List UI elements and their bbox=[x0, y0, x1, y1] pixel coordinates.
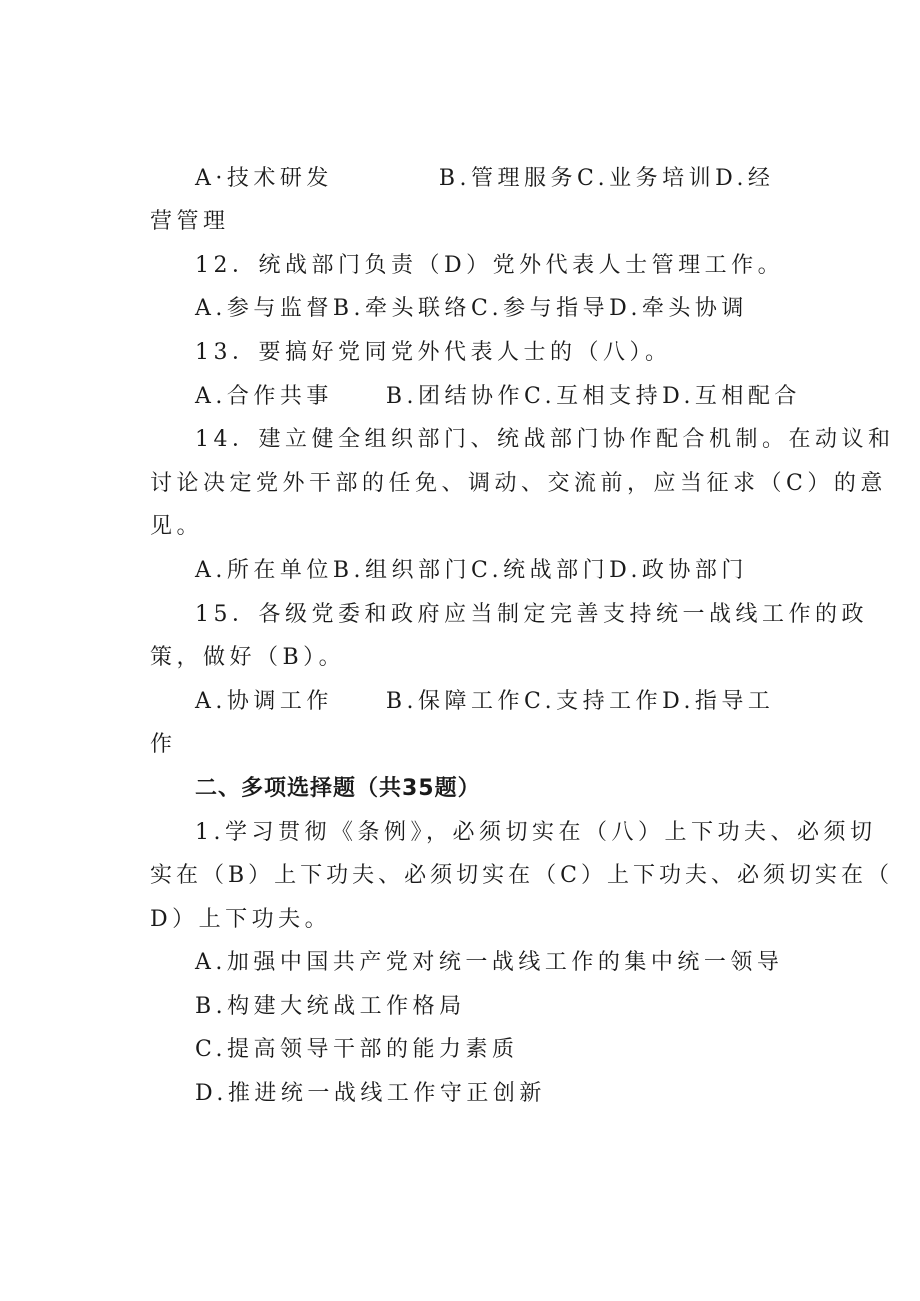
mq1-option-c: C.提高领导干部的能力素质 bbox=[195, 1037, 519, 1062]
mq1-question-line2: 实在（B）上下功夫、必须切实在（C）上下功夫、必须切实在（ bbox=[150, 863, 894, 888]
q15-options-line1: A.协调工作 B.保障工作C.支持工作D.指导工 bbox=[195, 689, 775, 714]
q11-options-line1: A·技术研发 B.管理服务C.业务培训D.经 bbox=[195, 166, 775, 191]
q12-options: A.参与监督B.牵头联络C.参与指导D.牵头协调 bbox=[195, 296, 748, 321]
section-heading-multiple-choice: 二、多项选择题（共35题） bbox=[195, 776, 481, 801]
q13-question: 13．要搞好党同党外代表人士的（八）。 bbox=[195, 340, 672, 365]
q14-options: A.所在单位B.组织部门C.统战部门D.政协部门 bbox=[195, 558, 748, 583]
q11-options-line2: 营管理 bbox=[150, 209, 230, 234]
mq1-option-d: D.推进统一战线工作守正创新 bbox=[195, 1081, 546, 1106]
q15-question-line1: 15．各级党委和政府应当制定完善支持统一战线工作的政 bbox=[195, 602, 868, 627]
q14-question-line2: 讨论决定党外干部的任免、调动、交流前，应当征求（C）的意 bbox=[150, 471, 887, 496]
mq1-option-b: B.构建大统战工作格局 bbox=[195, 994, 466, 1019]
q12-question: 12．统战部门负责（D）党外代表人士管理工作。 bbox=[195, 253, 785, 278]
q14-question-line3: 见。 bbox=[150, 514, 204, 539]
mq1-option-a: A.加强中国共产党对统一战线工作的集中统一领导 bbox=[195, 950, 784, 975]
mq1-question-line1: 1.学习贯彻《条例》，必须切实在（八）上下功夫、必须切 bbox=[195, 820, 877, 845]
q14-question-line1: 14．建立健全组织部门、统战部门协作配合机制。在动议和 bbox=[195, 427, 895, 452]
q13-options: A.合作共事 B.团结协作C.互相支持D.互相配合 bbox=[195, 384, 801, 409]
q15-options-line2: 作 bbox=[150, 732, 177, 757]
mq1-question-line3: D）上下功夫。 bbox=[150, 907, 332, 932]
q15-question-line2: 策，做好（B）。 bbox=[150, 645, 346, 670]
